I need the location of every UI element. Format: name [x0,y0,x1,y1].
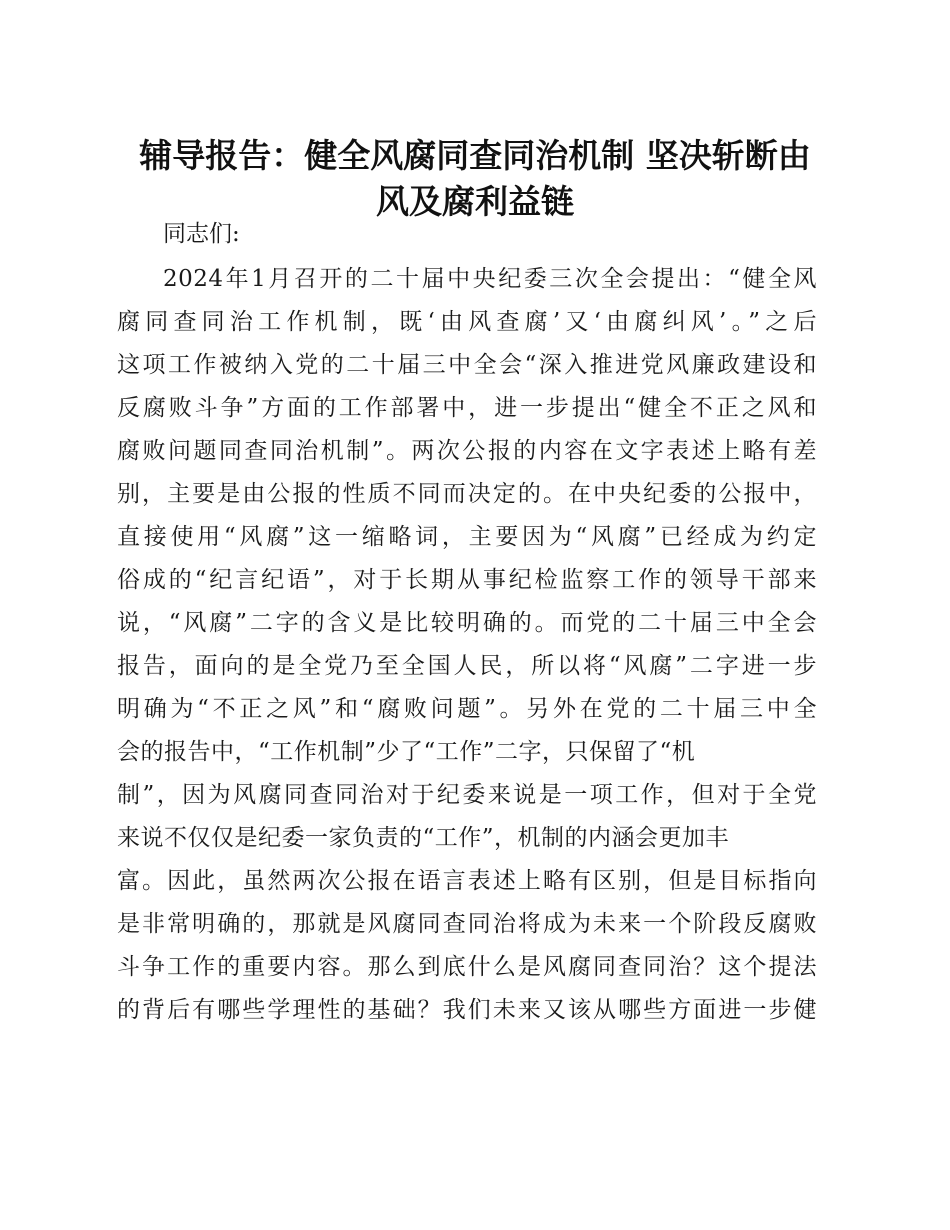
paragraph-line: 是非常明确的，那就是风腐同查同治将成为未来一个阶段反腐败 [117,911,817,937]
document-title [95,133,855,225]
title-line-1: 辅导报告：健全风腐同查同治机制 坚决斩断由 [139,136,811,175]
paragraph-line: 反腐败斗争”方面的工作部署中，进一步提出“健全不正之风和 [117,395,817,421]
paragraph-line: 斗争工作的重要内容。那么到底什么是风腐同查同治？这个提法 [117,954,817,980]
paragraph-line: 会的报告中，“工作机制”少了“工作”二字，只保留了“机 [117,739,696,765]
paragraph-line: 明确为“不正之风”和“腐败问题”。另外在党的二十届三中全 [117,696,817,722]
paragraph-line: 制”，因为风腐同查同治对于纪委来说是一项工作，但对于全党 [117,782,817,808]
paragraph-line: 直接使用“风腐”这一缩略词，主要因为“风腐”已经成为约定 [117,524,817,550]
paragraph-line: 富。因此，虽然两次公报在语言表述上略有区别，但是目标指向 [117,868,817,894]
body-paragraph [117,258,817,1032]
paragraph-line: 说，“风腐”二字的含义是比较明确的。而党的二十届三中全会 [117,610,817,636]
paragraph-line: 别，主要是由公报的性质不同而决定的。在中央纪委的公报中， [117,481,817,507]
title-line-2: 风及腐利益链 [376,182,574,221]
paragraph-line: 的背后有哪些学理性的基础？我们未来又该从哪些方面进一步健 [117,997,817,1023]
paragraph-line: 腐败问题同查同治机制”。两次公报的内容在文字表述上略有差 [117,438,817,464]
greeting: 同志们: [163,221,240,247]
paragraph-line: 来说不仅仅是纪委一家负责的“工作”，机制的内涵会更加丰 [117,825,730,851]
paragraph-line: 这项工作被纳入党的二十届三中全会“深入推进党风廉政建设和 [117,352,817,378]
paragraph-line: 俗成的“纪言纪语”，对于长期从事纪检监察工作的领导干部来 [117,567,817,593]
paragraph-line: 报告，面向的是全党乃至全国人民，所以将“风腐”二字进一步 [117,653,817,679]
paragraph-line: 2024年1月召开的二十届中央纪委三次全会提出：“健全风 [163,266,817,292]
paragraph-line: 腐同查同治工作机制，既‘由风查腐’又‘由腐纠风’。”之后 [117,309,817,335]
